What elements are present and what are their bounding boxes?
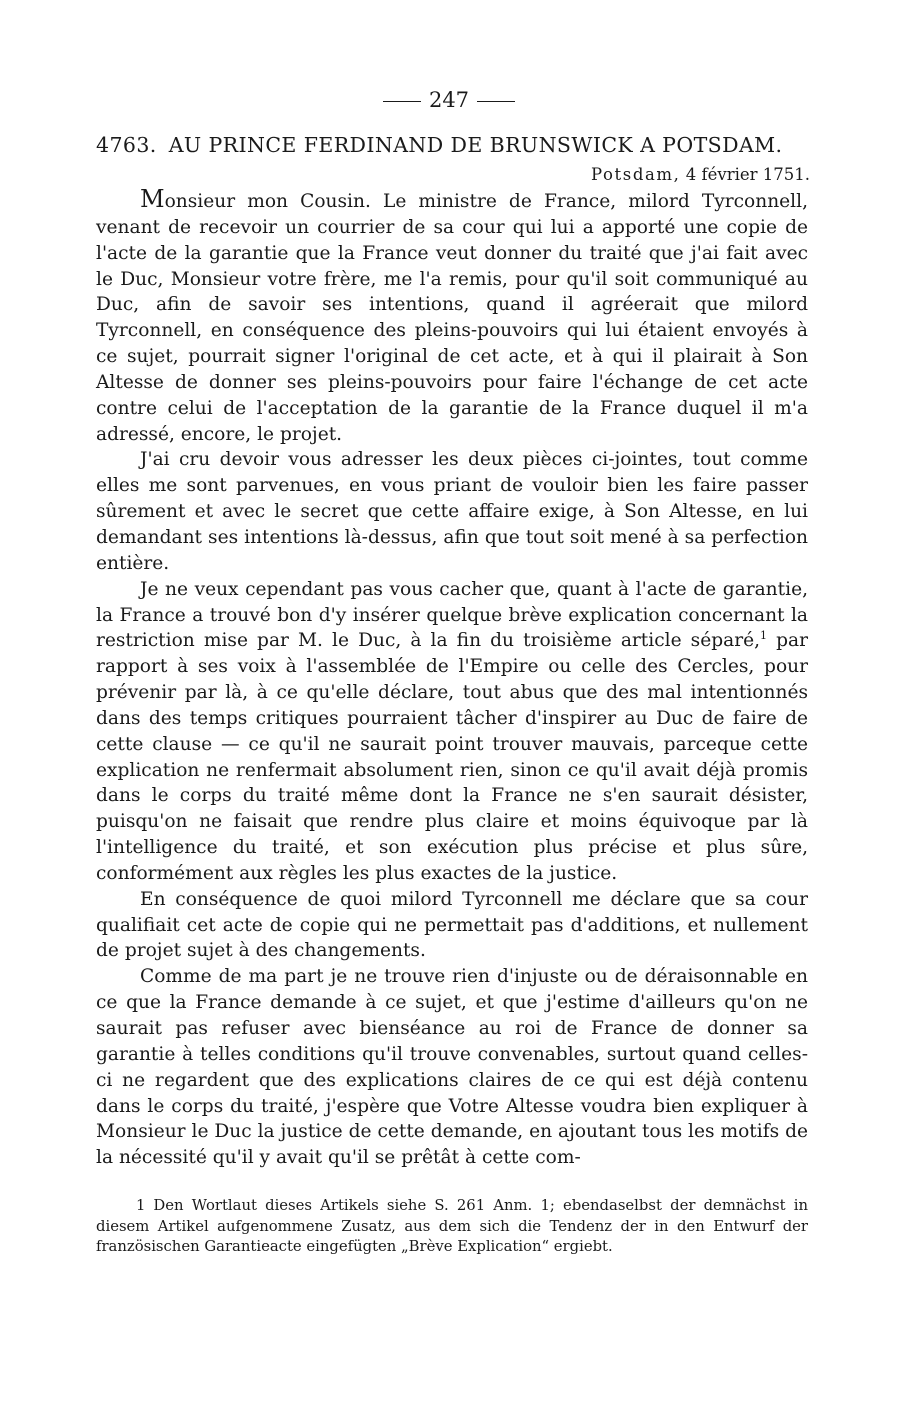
dateline — [96, 163, 810, 187]
paragraph-3 — [96, 577, 808, 887]
paragraph-2-text: J'ai cru devoir vous adresser les deux pièces ci-jointes, tout comme elles me sont parvenues, en vous priant de vouloir bien les faire passer sûrement et avec le secret que cette affaire exige, à Son Altesse, en lui demandant ses intentions là-dessus, afin que tout soit mené à sa perfection entière. — [96, 449, 808, 574]
letter-title: AU PRINCE FERDINAND DE BRUNSWICK A POTSDAM. — [168, 133, 783, 157]
paragraph-1-text: onsieur mon Cousin. Le ministre de France, milord Tyrconnell, venant de recevoir un courrier de sa cour qui lui a apporté une copie de l'acte de la garantie que la France veut donner du traité que j'ai fait avec le Duc, Monsieur votre frère, me l'a remis, pour qu'il soit communiqué au Duc, afin de savoir ses intentions, quand il agréerait que milord Tyrconnell, en conséquence des pleins-pouvoirs qui lui étaient envoyés à ce sujet, pourrait signer l'original de cet acte, et à qui il plairait à Son Altesse de donner ses pleins-pouvoirs pour faire l'échange de cet acte contre celui de l'acceptation de la garantie de la France duquel il m'a adressé, encore, le projet. — [96, 191, 808, 445]
dateline-date: 4 février 1751. — [685, 165, 810, 184]
letter-number: 4763. — [96, 133, 157, 157]
footnote-reference: 1 — [760, 629, 768, 643]
paragraph-3-text-b: par rapport à ses voix à l'assemblée de l'Empire ou celle des Cercles, pour prévenir par là, à ce qu'elle déclare, tout abus que des mal intentionnés dans des temps critiques pourraient tâcher d'inspirer au Duc de faire de cette clause — ce qu'il ne saurait point trouver mauvais, parceque cette explication ne renfermait absolument rien, sinon ce qu'il avait déjà promis dans le corps du traité même dont la France ne s'en saurait désister, puisqu'on ne faisait que rendre plus claire et moins équivoque par là l'intelligence du traité, et son exécution plus précise et plus sûre, conformément aux règles les plus exactes de la justice. — [96, 630, 808, 884]
paragraph-5-text: Comme de ma part je ne trouve rien d'injuste ou de déraisonnable en ce que la France demande à ce sujet, et que j'estime d'ailleurs qu'on ne saurait pas refuser avec bienséance au roi de France de donner sa garantie à telles conditions qu'il trouve convenables, surtout quand celles-ci ne regardent que des explications claires de ce qui est déjà contenu dans le corps du traité, j'espère que Votre Altesse voudra bien expliquer à Monsieur le Duc la justice de cette demande, en ajoutant tous les motifs de la nécessité qu'il y avait qu'il se prêtât à cette com- — [96, 966, 808, 1169]
paragraph-4-text: En conséquence de quoi milord Tyrconnell me déclare que sa cour qualifiait cet acte de copie qui ne permettait pas d'additions, et nullement de projet sujet à des changements. — [96, 888, 808, 962]
letter-body — [96, 185, 808, 1171]
dateline-place: Potsdam, — [590, 165, 681, 184]
left-dash — [383, 101, 421, 102]
paragraph-3-text-a: Je ne veux cependant pas vous cacher que, quant à l'acte de garantie, la France a trouvé bon d'y insérer quelque brève explication concernant la restriction mise par M. le Duc, à la fin du troisième article séparé, — [96, 578, 808, 652]
paragraph-4 — [96, 887, 808, 965]
initial-letter: M — [140, 185, 165, 213]
paragraph-5 — [96, 964, 808, 1171]
page-number-row — [90, 86, 808, 116]
paragraph-2 — [96, 447, 808, 576]
footnote-text: Den Wortlaut dieses Artikels siehe S. 261 Anm. 1; ebendaselbst der demnächst in diesem Artikel aufgenommene Zusatz, aus dem sich die Tendenz der in den Entwurf der französischen Garantieacte eingefügten „Brève Explication“ ergiebt. — [96, 1197, 808, 1256]
right-dash — [477, 101, 515, 102]
document-page — [96, 86, 808, 1258]
page-number: 247 — [428, 88, 470, 112]
paragraph-1 — [96, 185, 808, 447]
footnote — [96, 1196, 808, 1258]
footnote-number: 1 — [136, 1197, 146, 1215]
letter-heading — [96, 130, 808, 160]
footnote-paragraph — [96, 1196, 808, 1258]
